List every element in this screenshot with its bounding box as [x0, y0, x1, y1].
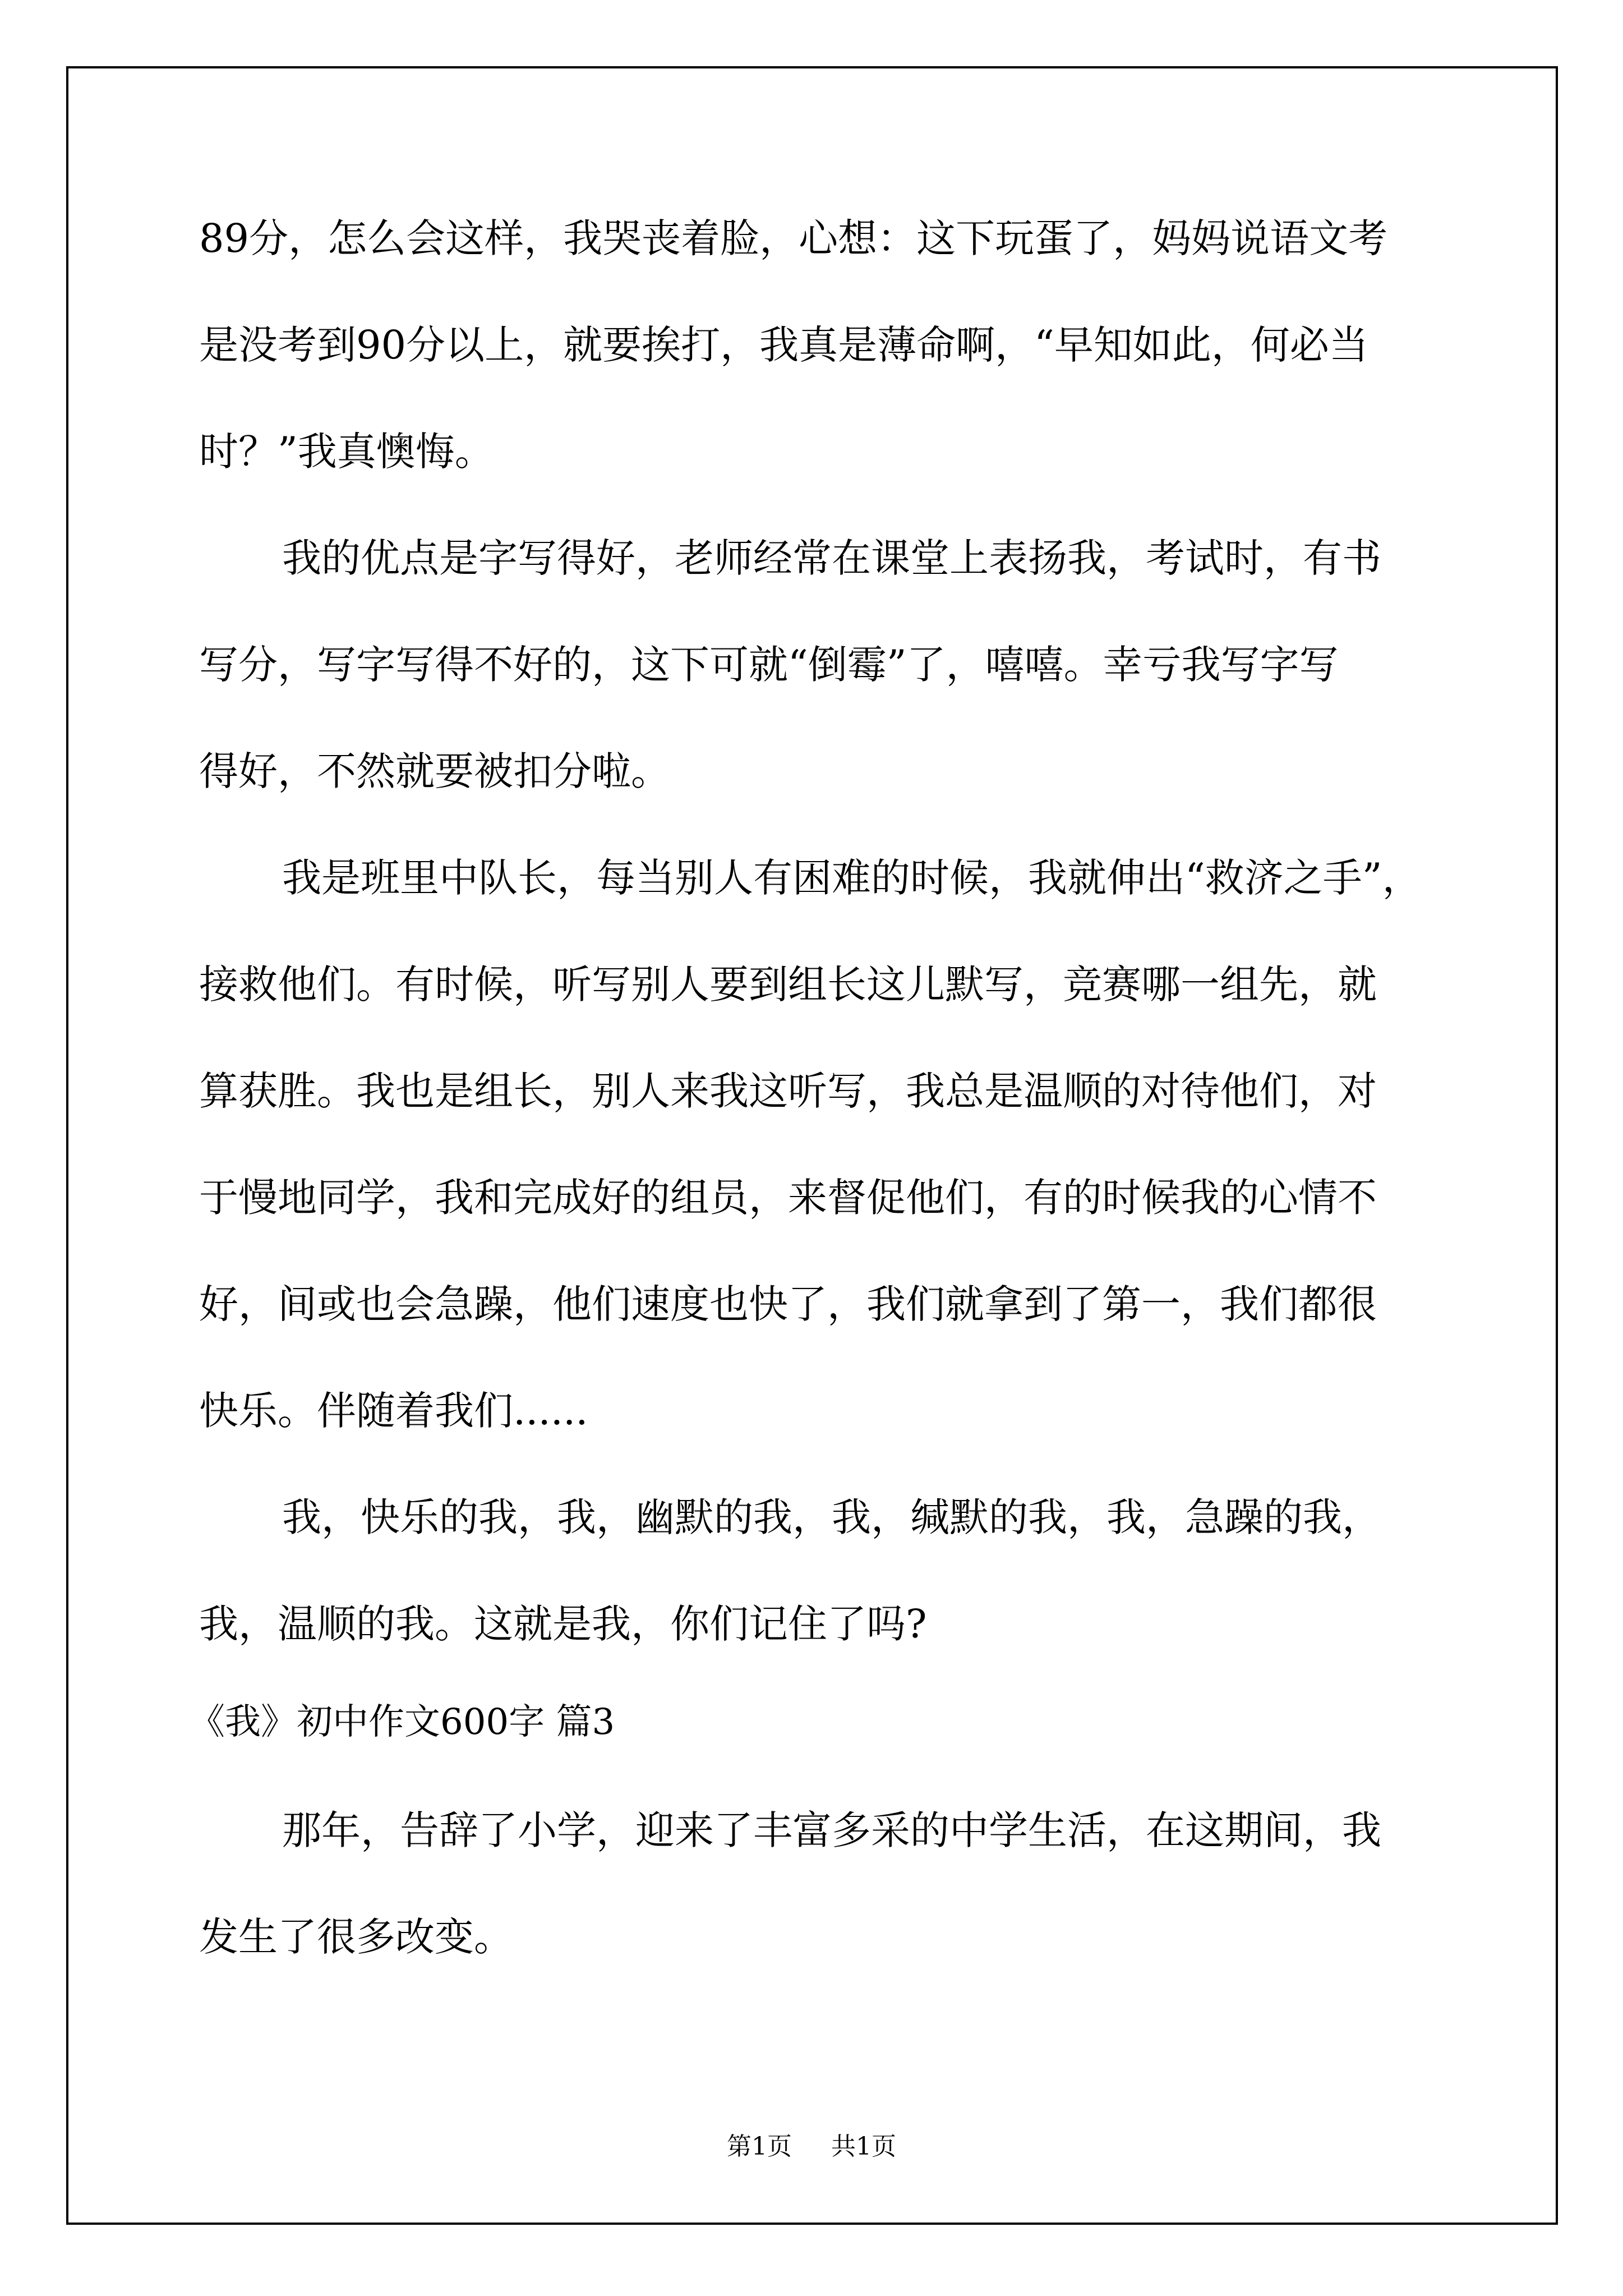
text-line-12: 快乐。伴随着我们......	[199, 1388, 588, 1434]
text-line-3: 时？”我真懊悔。	[199, 429, 494, 475]
text-line-2: 是没考到90分以上，就要挨打，我真是薄命啊，“早知如此，何必当	[199, 322, 1368, 368]
text-line-10: 于慢地同学，我和完成好的组员，来督促他们，有的时候我的心情不	[199, 1175, 1377, 1221]
page-footer	[0, 2134, 1623, 2159]
text-line-16: 那年，告辞了小学，迎来了丰富多采的中学生活，在这期间，我	[282, 1807, 1381, 1853]
text-line-8: 接救他们。有时候，听写别人要到组长这儿默写，竞赛哪一组先，就	[199, 961, 1377, 1007]
text-line-11: 好，间或也会急躁，他们速度也快了，我们就拿到了第一，我们都很	[199, 1281, 1377, 1327]
text-line-5: 写分，写字写得不好的，这下可就“倒霉”了，嘻嘻。幸亏我写字写	[199, 642, 1339, 688]
page-number-total: 共1页	[831, 2132, 896, 2161]
text-line-14: 我，温顺的我。这就是我，你们记住了吗?	[199, 1601, 927, 1647]
text-line-13: 我，快乐的我，我，幽默的我，我，缄默的我，我，急躁的我，	[282, 1494, 1381, 1540]
page-number-current: 第1页	[727, 2132, 792, 2161]
text-line-1: 89分，怎么会这样，我哭丧着脸，心想：这下玩蛋了，妈妈说语文考	[199, 215, 1388, 261]
section-heading: 《我》初中作文600字 篇3	[189, 1701, 615, 1743]
text-line-4: 我的优点是字写得好，老师经常在课堂上表扬我，考试时，有书	[282, 535, 1381, 581]
text-line-9: 算获胜。我也是组长，别人来我这听写，我总是温顺的对待他们，对	[199, 1068, 1377, 1114]
text-line-17: 发生了很多改变。	[199, 1914, 513, 1960]
page-border	[66, 66, 1558, 2225]
text-line-7: 我是班里中队长，每当别人有困难的时候，我就伸出“救济之手”，	[282, 855, 1422, 901]
text-line-6: 得好，不然就要被扣分啦。	[199, 748, 670, 794]
